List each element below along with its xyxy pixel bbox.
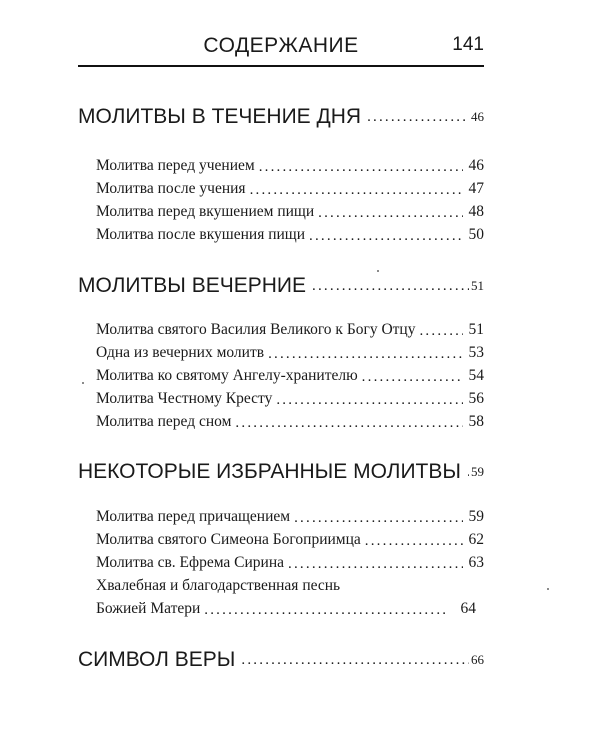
section-heading[interactable] xyxy=(78,273,484,299)
leader-dots xyxy=(318,203,462,223)
running-header xyxy=(78,34,484,64)
entry-title: Молитва святого Василия Великого к Богу Отцу xyxy=(96,321,416,338)
header-rule xyxy=(78,65,484,67)
leader-dots xyxy=(259,157,463,177)
entry-page: 63 xyxy=(468,554,484,571)
leader-dots xyxy=(235,413,462,433)
section-heading[interactable] xyxy=(78,104,484,130)
leader-dots xyxy=(294,508,462,528)
entry-title: Одна из вечерних молитв xyxy=(96,344,265,361)
toc-entry[interactable] xyxy=(96,178,484,200)
entry-page: 64 xyxy=(460,600,476,617)
leader-dots xyxy=(367,107,469,127)
toc-entry[interactable] xyxy=(96,529,484,551)
entry-title: Молитва после учения xyxy=(96,180,246,197)
entry-page: 58 xyxy=(468,413,484,430)
leader-dots xyxy=(288,554,462,574)
toc-entry[interactable] xyxy=(96,388,484,410)
section-title: МОЛИТВЫ В ТЕЧЕНИЕ ДНЯ xyxy=(78,105,362,128)
leader-dots xyxy=(312,276,469,296)
entry-title: Молитва Честному Кресту xyxy=(96,390,273,407)
entry-page: 53 xyxy=(468,344,484,361)
section-title: НЕКОТОРЫЕ ИЗБРАННЫЕ МОЛИТВЫ xyxy=(78,460,461,483)
toc-entry[interactable] xyxy=(96,224,484,246)
toc-entry-line[interactable] xyxy=(96,575,484,597)
toc-entry[interactable] xyxy=(96,201,484,223)
toc-entry[interactable] xyxy=(96,598,484,620)
leader-dots xyxy=(362,367,463,387)
scan-speck xyxy=(377,270,379,272)
section-page: 46 xyxy=(471,109,484,124)
toc-entry[interactable] xyxy=(96,506,484,528)
entry-title: Молитва ко святому Ангелу-хранителю xyxy=(96,367,358,384)
entry-title: Молитва перед вкушением пищи xyxy=(96,203,315,220)
entry-page: 54 xyxy=(468,367,484,384)
section-title: МОЛИТВЫ ВЕЧЕРНИЕ xyxy=(78,274,307,297)
leader-dots xyxy=(268,344,462,364)
leader-dots xyxy=(365,531,463,551)
section-heading[interactable] xyxy=(78,647,484,673)
section-title: СИМВОЛ ВЕРЫ xyxy=(78,648,236,671)
entry-title: Молитва перед причащением xyxy=(96,508,291,525)
entry-title: Хвалебная и благодарственная песнь xyxy=(96,577,341,594)
toc-entry[interactable] xyxy=(96,365,484,387)
section-page: 66 xyxy=(471,652,484,667)
entry-page: 59 xyxy=(468,508,484,525)
entry-page: 62 xyxy=(468,531,484,548)
leader-dots xyxy=(204,600,446,620)
header-page-number: 141 xyxy=(452,34,484,55)
scan-speck xyxy=(547,588,549,590)
entry-title: Молитва св. Ефрема Сирина xyxy=(96,554,285,571)
entry-title: Молитва перед учением xyxy=(96,157,255,174)
entry-title: Божией Матери xyxy=(96,600,201,617)
entry-title: Молитва святого Симеона Богоприимца xyxy=(96,531,361,548)
scan-speck xyxy=(82,382,84,384)
section-heading[interactable] xyxy=(78,459,484,485)
entry-page: 56 xyxy=(468,390,484,407)
leader-dots xyxy=(419,321,462,341)
leader-dots xyxy=(241,650,469,670)
section-page: 51 xyxy=(471,278,484,293)
leader-dots xyxy=(467,462,469,482)
entry-title: Молитва после вкушения пищи xyxy=(96,226,306,243)
header-title: СОДЕРЖАНИЕ xyxy=(203,34,359,57)
entry-title: Молитва перед сном xyxy=(96,413,232,430)
entry-page: 46 xyxy=(468,157,484,174)
toc-entry[interactable] xyxy=(96,319,484,341)
entry-page: 50 xyxy=(468,226,484,243)
toc-entry[interactable] xyxy=(96,552,484,574)
leader-dots xyxy=(309,226,462,246)
section-page: 59 xyxy=(471,464,484,479)
toc-entry[interactable] xyxy=(96,155,484,177)
entry-page: 47 xyxy=(468,180,484,197)
toc-entry[interactable] xyxy=(96,411,484,433)
entry-page: 48 xyxy=(468,203,484,220)
entry-page: 51 xyxy=(468,321,484,338)
leader-dots xyxy=(250,180,463,200)
toc-entry[interactable] xyxy=(96,342,484,364)
leader-dots xyxy=(276,390,462,410)
